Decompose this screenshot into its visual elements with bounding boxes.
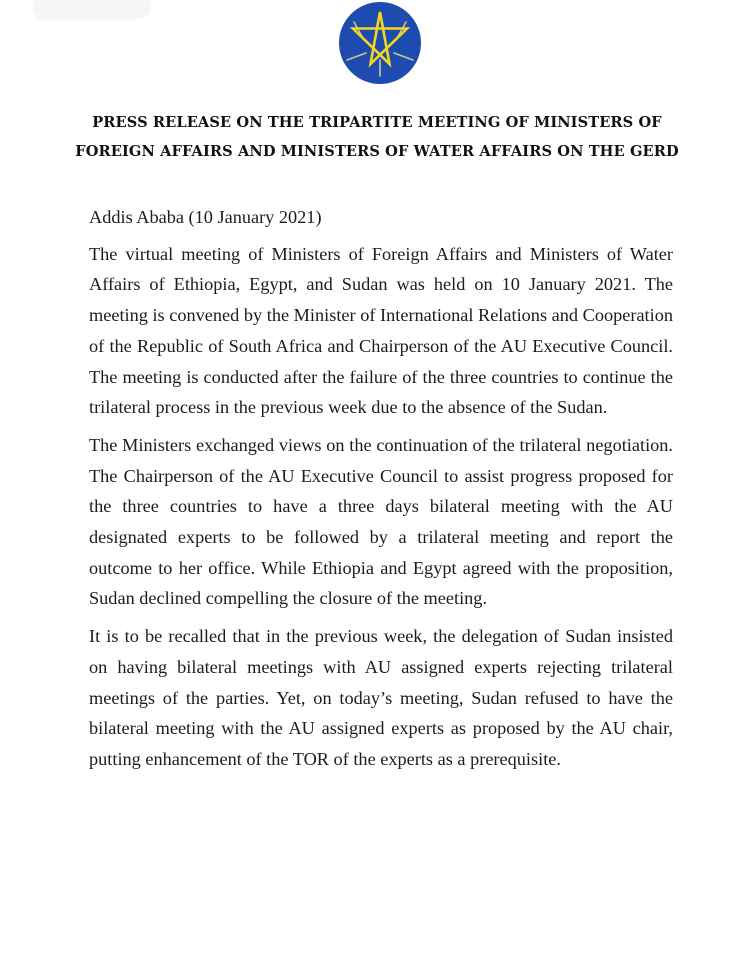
paragraph: It is to be recalled that in the previous week, the delegation of Sudan insisted on having bilateral meetings with AU assigned experts rejecting trilateral meetings of the parties. Yet, on today’s meeting, Sudan refused to have the bilateral meeting with the AU assigned experts as proposed by the AU chair, putting enhancement of the TOR of the experts as a prerequisite.	[89, 626, 673, 769]
cropped-overlay-tab	[33, 0, 150, 18]
paragraph: The virtual meeting of Ministers of Foreign Affairs and Ministers of Water Affairs of Ethiopia, Egypt, and Sudan was held on 10 January 2021. The meeting is convened by the Minister of International Relations and Cooperation of the Republic of South Africa and Chairperson of the AU Executive Council. The meeting is conducted after the failure of the three countries to continue the trilateral process in the previous week due to the absence of the Sudan.	[89, 243, 673, 418]
press-release-body	[89, 202, 673, 782]
paragraph: The Ministers exchanged views on the continuation of the trilateral negotiation. The Chairperson of the AU Executive Council to assist progress proposed for the three countries to have a three days bilateral meeting with the AU designated experts to be followed by a trilateral meeting and report the outcome to her office. While Ethiopia and Egypt agreed with the proposition, Sudan declined compelling the closure of the meeting.	[89, 434, 673, 609]
dateline: Addis Ababa (10 January 2021)	[89, 207, 322, 227]
press-release-title: PRESS RELEASE ON THE TRIPARTITE MEETING OF MINISTERS OF FOREIGN AFFAIRS AND MINISTERS OF WATER AFFAIRS ON THE GERD	[75, 114, 679, 160]
ethiopia-emblem-icon	[336, 0, 424, 86]
